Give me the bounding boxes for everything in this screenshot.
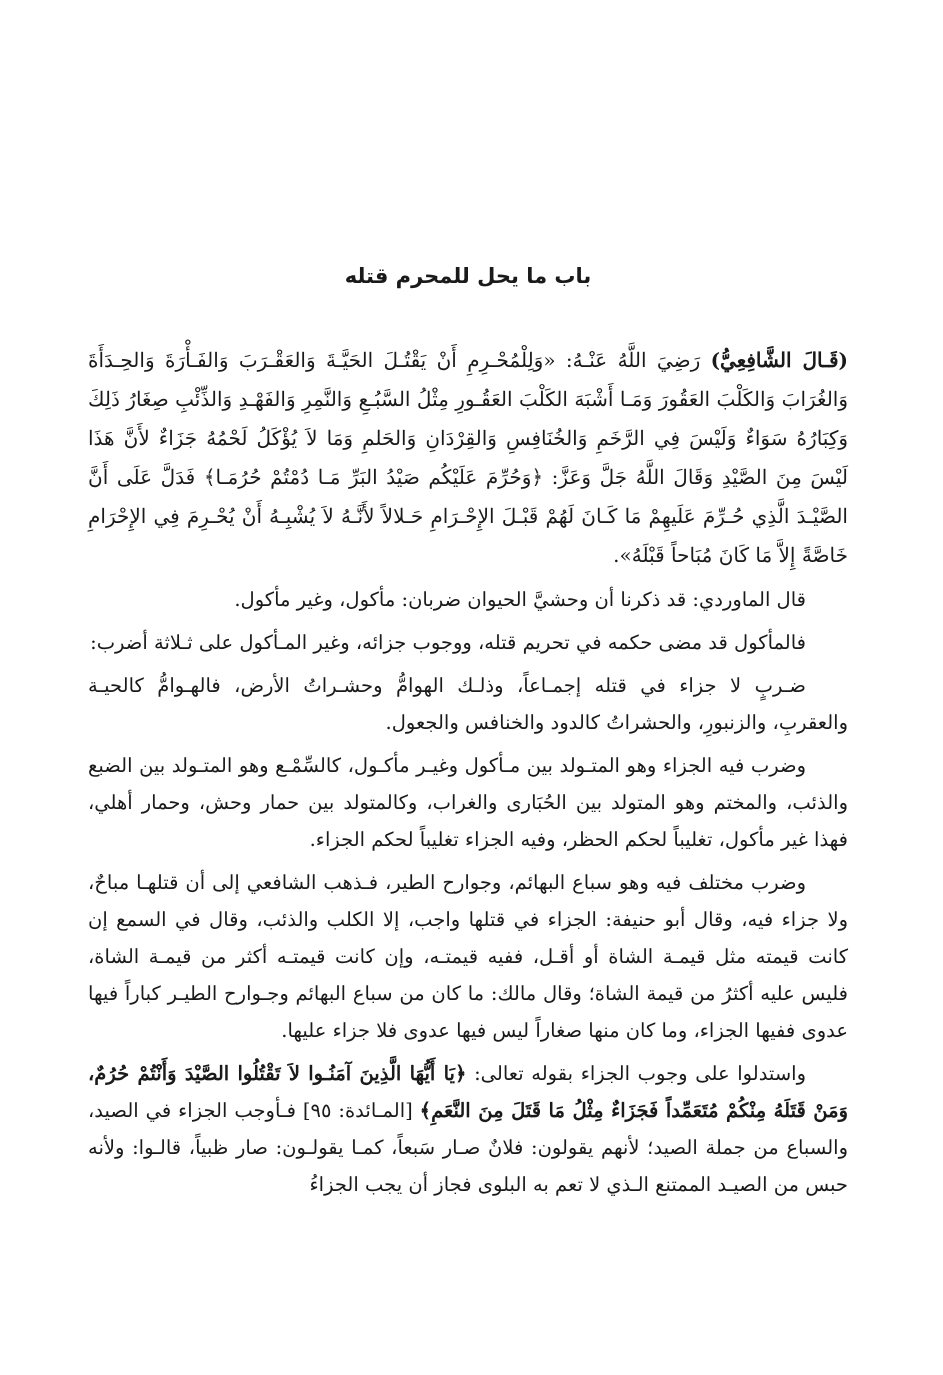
quran-verse: ﴿يَا أَيُّهَا الَّذِينَ آمَنُـوا لاَ تَقْتُلُوا الصَّيْدَ وَأَنْتُمْ حُرُمٌ، وَمَنْ قَتَلَهُ مِنْكُمْ مُتَعَمِّداً فَجَزَاءٌ مِثْلُ مَا قَتَلَ مِنَ النَّعَمِ﴾ [88, 1062, 849, 1123]
evidence-rest: [المـائدة: ٩٥] فـأوجب الجزاء في الصيد، والسباع من جملة الصيد؛ لأنهم يقولون: فلانٌ صـار سَبعاً، كمـا يقولـون: صار ظبياً، قالـوا: ولأنه حبس من الصيـد الممتنع الـذي لا تعم به البلوى فجاز أن يجب الجزاءُ [88, 1099, 848, 1197]
paragraph-type-two: وضرب فيه الجزاء وهو المتـولد بين مـأكول وغيـر مأكـول، كالسِّمْـع وهو المتـولد بين الضبع والذئب، والمختم وهو المتولد بين الحُبَارى والغراب، وكالمتولد بين حمار وحش، وحمار أهلي، فهذا غير مأكول، تغليباً لحكم الحظر، وفيه الجزاء تغليباً لحكم الجزاء. [88, 754, 848, 852]
paragraph-shafii-quote [88, 341, 848, 575]
paragraph-type-one: ضـربٍ لا جزاء في قتله إجمـاعاً، وذلـك الهوامُّ وحشـراتُ الأرض، فالهـوامُّ كالحيـة والعقربِ، والزنبورِ، والحشراتُ كالدود والخنافس والجعول. [88, 674, 848, 735]
shafii-quote-text: رَضِيَ اللَّهُ عَنْـهُ: «وَلِلْمُحْـرِمِ أَنْ يَقْتُـلَ الحَيَّـةَ وَالعَقْـرَبَ وَالفَـأْرَةَ وَالحِـدَأَةَ وَالغُرَابَ وَالكَلْبَ العَقُورَ وَمَـا أَشْبَهَ الكَلْبَ العَقُـورِ مِثْلُ السَّبُـعِ وَالنَّمِرِ وَالفَهْـدِ وَالذِّئْبِ صِغَارُ ذَلِكَ وَكِبَارُهُ سَوَاءٌ وَلَيْسَ فِي الرَّخَمِ وَالخُنَافِسِ وَالقِرْدَانِ وَالحَلمِ وَمَا لاَ يُؤْكَلُ لَحْمُهُ جَزَاءٌ لأَنَّ هَذَا لَيْسَ مِنَ الصَّيْدِ وَقَالَ اللَّهُ جَلَّ وَعَزَّ: ﴿وَحُرِّمَ عَلَيْكُم صَيْدُ البَرِّ مَـا دُمْتُمْ حُرُمَـا﴾ فَدَلَّ عَلَى أَنَّ الصَّيْـدَ الَّذِي حُـرِّمَ عَلَيهِمْ مَا كَـانَ لَهُمْ قَبْـلَ الإِحْـرَامِ حَـلالاً لأَنَّـهُ لاَ يُشْبِـهُ أَنْ يُحْـرِمَ فِي الإِحْرَامِ خَاصَّةً إِلاَّ مَا كَانَ مُبَاحاً قَبْلَهُ». [88, 348, 848, 568]
paragraph-mawardi-intro: قال الماوردي: قد ذكرنا أن وحشيَّ الحيوان ضربان: مأكول، وغير مأكول. [234, 588, 806, 612]
chapter-title: باب ما يحل للمحرم قتله [344, 264, 592, 288]
shafii-lead: (قَـالَ الشَّافِعِيُّ) [710, 348, 848, 373]
evidence-intro: واستدلوا على وجوب الجزاء بقوله تعالى: [466, 1062, 806, 1086]
page-content [88, 262, 848, 1209]
paragraph-makul: فالمأكول قد مضى حكمه في تحريم قتله، ووجوب جزائه، وغير المـأكول على ثـلاثة أضرب: [90, 631, 806, 655]
paragraph-type-three: وضرب مختلف فيه وهو سباع البهائم، وجوارح الطير، فـذهب الشافعي إلى أن قتلهـا مباحٌ، ولا جزاء فيه، وقال أبو حنيفة: الجزاء في قتلها واجب، إلا الكلب والذئب، وقال في السمع إن كانت قيمته مثل قيمـة الشاة أو أقـل، ففيه قيمتـه، وإن كانت قيمتـه أكثر من قيمـة الشاة، فليس عليه أكثرُ من قيمة الشاة؛ وقال مالك: ما كان من سباع البهائم وجـوارح الطيـر كباراً فيها عدوى ففيها الجزاء، وما كان منها صغاراً ليس فيها عدوى فلا جزاء عليها. [88, 871, 848, 1043]
paragraph-evidence [88, 1055, 848, 1203]
